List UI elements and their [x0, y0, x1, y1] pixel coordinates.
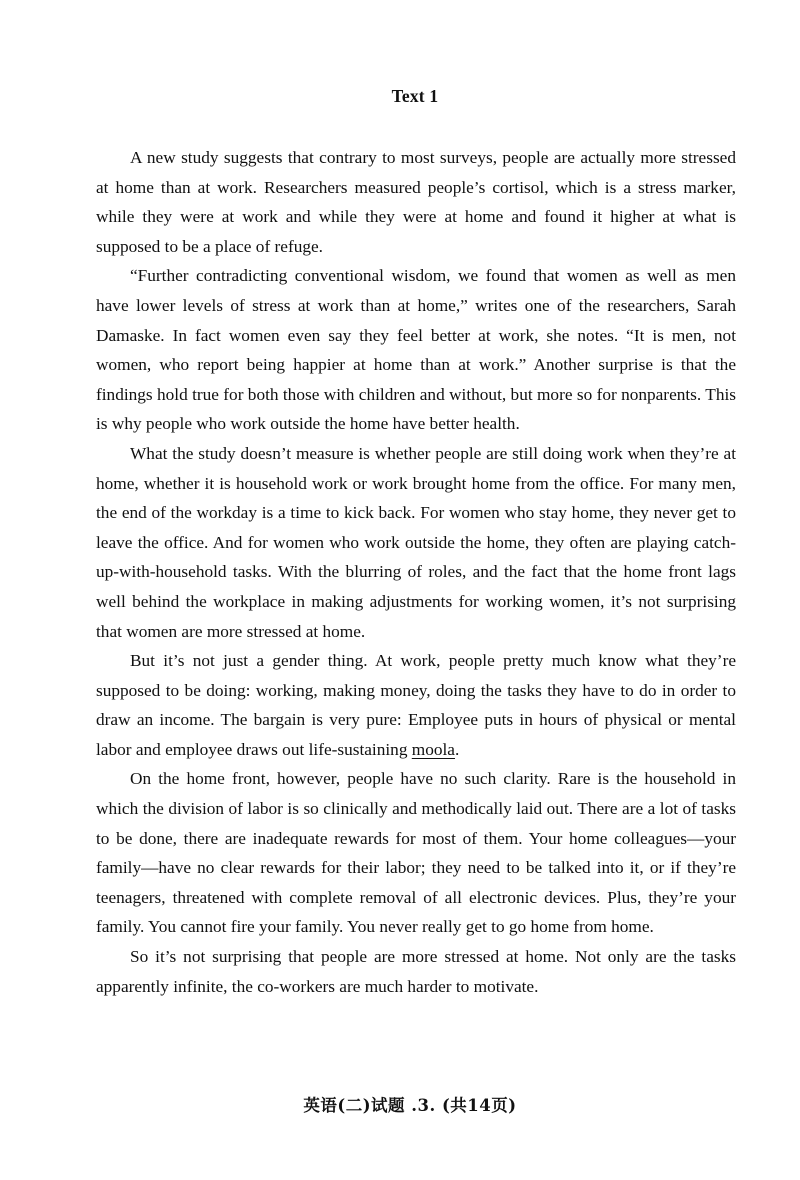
paragraph-4-text: But it’s not just a gender thing. At work, people pretty much know what they’re supposed to be doing: working, making money, doing the tasks they have to do in order to draw an income. The bargain is very pure: Employee puts in hours of physical or mental labor and employee draws out life-sustaining — [96, 651, 736, 759]
paragraph-6: So it’s not surprising that people are more stressed at home. Not only are the tasks apparently infinite, the co-workers are much harder to motivate. — [96, 947, 736, 996]
passage-body — [96, 143, 736, 1001]
paragraph-2: “Further contradicting conventional wisdom, we found that women as well as men have lower levels of stress at work than at home,” writes one of the researchers, Sarah Damaske. In fact women even say they feel better at work, she notes. “It is men, not women, who report being happier at home than at work.” Another surprise is that the findings hold true for both those with children and without, but more so for nonparents. This is why people who work outside the home have better health. — [96, 266, 736, 434]
paragraph-3: What the study doesn’t measure is whether people are still doing work when they’re at home, whether it is household work or work brought home from the office. For many men, the end of the workday is a time to kick back. For women who stay home, they never get to leave the office. And for women who work outside the home, they often are playing catch-up-with-household tasks. With the blurring of roles, and the fact that the home front lags well behind the workplace in making adjustments for working women, it’s not surprising that women are more stressed at home. — [96, 443, 736, 641]
paragraph-5: On the home front, however, people have no such clarity. Rare is the household in which the division of labor is so clinically and methodically laid out. There are a lot of tasks to be done, there are inadequate rewards for most of them. Your home colleagues—your family—have no clear rewards for their labor; they need to be talked into it, or if they’re teenagers, threatened with complete removal of all electronic devices. Plus, they’re your family. You cannot fire your family. You never really get to go home from home. — [96, 769, 736, 937]
paragraph-4 — [96, 646, 736, 764]
page-footer: 英语(二)试题 .3. (共14页) — [303, 1096, 517, 1115]
paragraph-1: A new study suggests that contrary to most surveys, people are actually more stressed at home than at work. Researchers measured people’s cortisol, which is a stress marker, while they were at work and while they were at home and found it higher at what is supposed to be a place of refuge. — [96, 148, 736, 256]
passage-title: Text 1 — [391, 86, 439, 106]
underlined-word: moola — [411, 739, 455, 759]
paragraph-4-end: . — [454, 739, 460, 759]
